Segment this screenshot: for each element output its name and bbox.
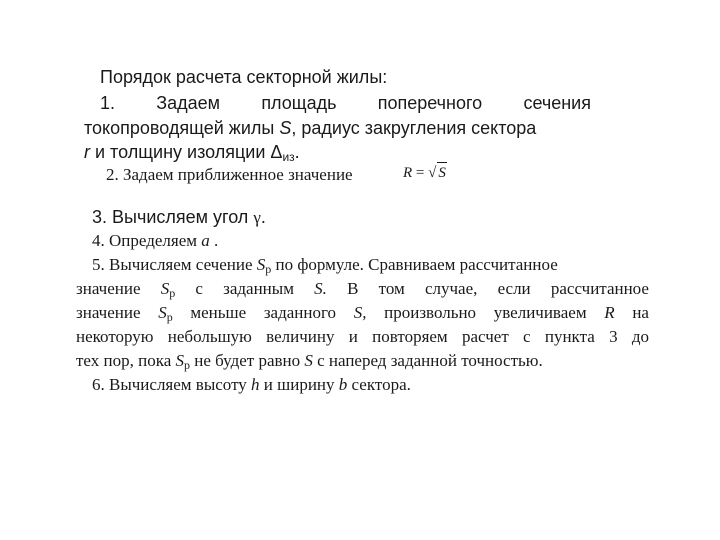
step-5-line-3 [76, 302, 649, 324]
variable-s: S [158, 303, 167, 322]
text: по формуле. Сравниваем рассчитанное [271, 255, 558, 274]
step-2-text: 2. Задаем приближенное значение [106, 165, 353, 184]
gamma-symbol: γ [253, 208, 261, 227]
formula-radicand: S [437, 162, 447, 183]
word: значение [76, 303, 141, 322]
step-5-line-4 [76, 326, 649, 348]
variable-a: a [201, 231, 210, 250]
step-5-line-1 [92, 254, 558, 276]
variable-s: S [279, 118, 292, 138]
word: том [378, 279, 405, 298]
variable-b: b [338, 375, 348, 394]
text: . [209, 231, 219, 250]
word: рассчитанное [550, 279, 649, 298]
word: пункта [544, 327, 595, 346]
variable-h: h [251, 375, 260, 394]
step-number: 1. [100, 93, 116, 113]
text: токопроводящей жилы [84, 118, 280, 138]
subscript: р [184, 358, 190, 372]
word: 3 [609, 327, 618, 346]
formula-eq: = [415, 165, 425, 181]
subscript: из [282, 150, 295, 164]
word: повторяем [372, 327, 448, 346]
word: меньше [190, 303, 247, 322]
text: и ширину [259, 375, 339, 394]
text: , радиус закругления сектора [291, 118, 537, 138]
word: на [632, 303, 649, 322]
step-5-line-2 [76, 278, 649, 300]
word: случае, [424, 279, 478, 298]
step-1-line-3 [84, 141, 300, 163]
sqrt-icon: √ [428, 165, 437, 181]
delta-symbol: Δ [270, 142, 283, 162]
word: и [348, 327, 358, 346]
text: с наперед заданной точностью. [312, 351, 543, 370]
word: расчет [461, 327, 509, 346]
text: и толщину изоляции [90, 142, 271, 162]
word: Задаем [156, 93, 221, 113]
word: с [195, 279, 203, 298]
variable-s: S [256, 255, 266, 274]
formula-lhs: R [403, 165, 413, 181]
word [158, 302, 173, 324]
word: увеличиваем [493, 303, 587, 322]
text: 4. Определяем [92, 231, 202, 250]
subscript: р [169, 286, 176, 300]
text: . [294, 142, 300, 162]
word: В [347, 279, 359, 298]
word: с [523, 327, 531, 346]
variable-s: S [304, 351, 313, 370]
variable-s: S [175, 351, 184, 370]
subscript: р [265, 262, 272, 276]
word: некоторую [76, 327, 154, 346]
word: заданного [263, 303, 337, 322]
word: заданным [223, 279, 294, 298]
subscript: р [166, 310, 173, 324]
variable-s: S [160, 279, 170, 298]
word: небольшую [167, 327, 252, 346]
step-6 [92, 374, 411, 396]
word: поперечного [377, 93, 483, 113]
word: до [631, 327, 649, 346]
step-5-line-5 [76, 350, 543, 372]
step-1-line-2 [84, 117, 536, 139]
word: площадь [261, 93, 337, 113]
text: тех пор, пока [76, 351, 176, 370]
variable-r: R [604, 303, 615, 322]
word: произвольно [384, 303, 477, 322]
text: . [260, 207, 266, 227]
text: 5. Вычисляем сечение [92, 255, 257, 274]
step-1-line-1 [100, 92, 591, 114]
heading: Порядок расчета секторной жилы: [100, 67, 388, 87]
word: S, [353, 303, 367, 322]
word: если [497, 279, 531, 298]
word: сечения [523, 93, 591, 113]
step-4 [92, 230, 218, 252]
text: не будет равно [190, 351, 305, 370]
text: сектора. [347, 375, 411, 394]
variable-r: r [84, 142, 90, 162]
step-3 [92, 206, 266, 229]
word [161, 278, 176, 300]
text: 6. Вычисляем высоту [92, 375, 252, 394]
word: величину [266, 327, 335, 346]
word: S. [314, 279, 327, 298]
text: 3. Вычисляем угол [92, 207, 254, 227]
word: значение [76, 279, 141, 298]
radius-formula [403, 162, 447, 183]
